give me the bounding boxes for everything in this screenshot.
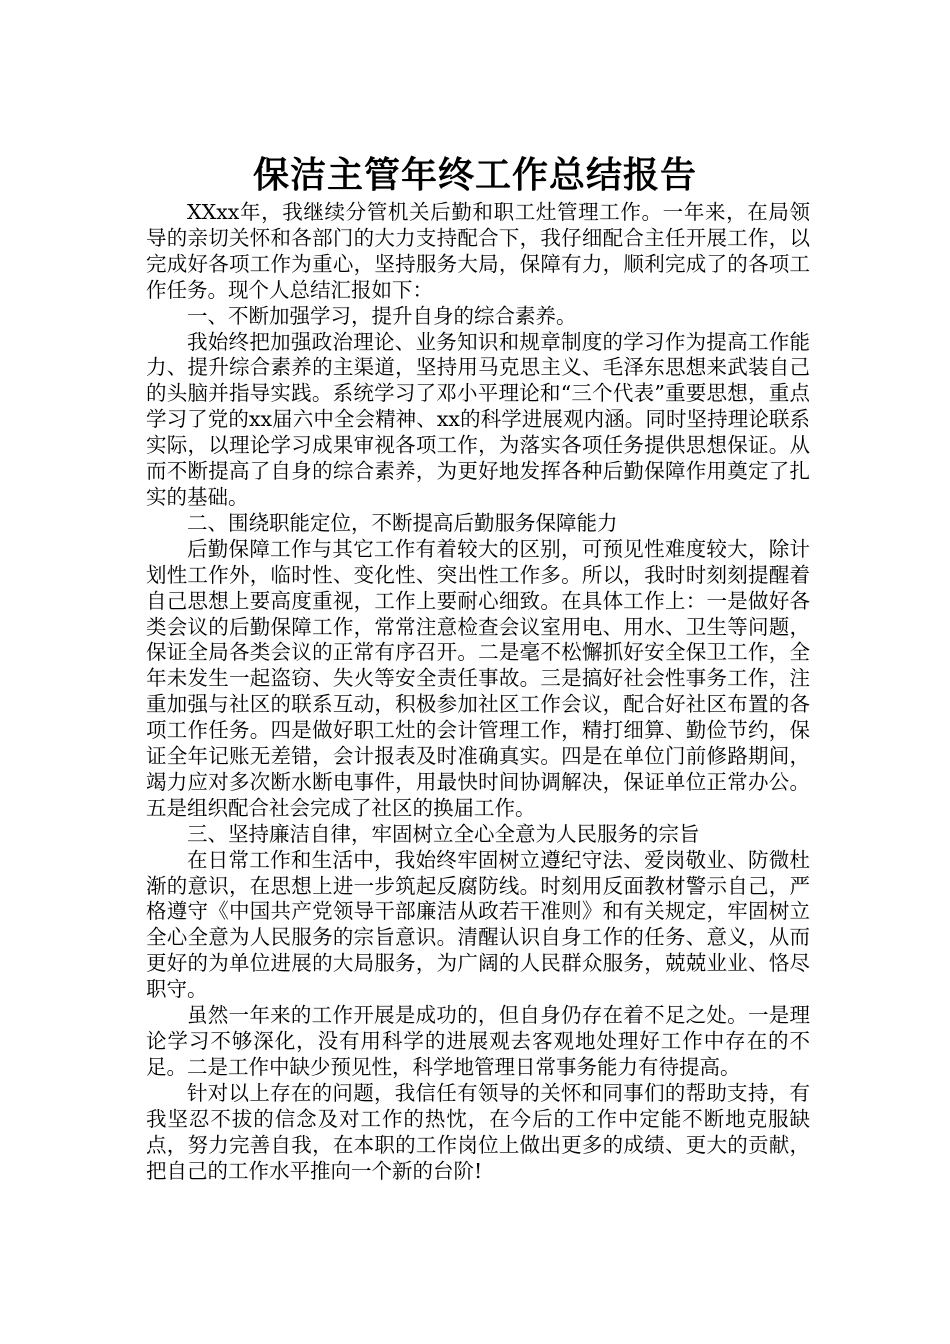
section-heading-2: 二、围绕职能定位，不断提高后勤服务保障能力 <box>187 510 618 535</box>
closing-paragraph: 针对以上存在的问题，我信任有领导的关怀和同事们的帮助支持，有我坚忍不拔的信念及对工作的热忱，在今后的工作中定能不断地克服缺点，努力完善自我，在本职的工作岗位上做出更多的成绩、更大的贡献，把自己的工作水平推向一个新的台阶! <box>146 1080 810 1183</box>
section-heading-3: 三、坚持廉洁自律，牢固树立全心全意为人民服务的宗旨 <box>187 821 700 846</box>
intro-paragraph: XXxx年，我继续分管机关后勤和职工灶管理工作。一年来，在局领导的亲切关怀和各部门的大力支持配合下，我仔细配合主任开展工作，以完成好各项工作为重心，坚持服务大局，保障有力，顺利完成了的各项工作任务。现个人总结汇报如下： <box>146 200 810 302</box>
section-paragraph-1: 我始终把加强政治理论、业务知识和规章制度的学习作为提高工作能力、提升综合素养的主渠道，坚持用马克思主义、毛泽东思想来武装自己的头脑并指导实践。系统学习了邓小平理论和“三个代表”重要思想，重点学习了党的xx届六中全会精神、xx的科学进展观内涵。同时坚持理论联系实际，以理论学习成果审视各项工作，为落实各项任务提供思想保证。从而不断提高了自身的综合素养，为更好地发挥各种后勤保障作用奠定了扎实的基础。 <box>146 329 810 509</box>
section-heading-1: 一、不断加强学习，提升自身的综合素养。 <box>187 303 577 328</box>
shortcomings-paragraph: 虽然一年来的工作开展是成功的，但自身仍存在着不足之处。一是理论学习不够深化，没有用科学的进展观去客观地处理好工作中存在的不足。二是工作中缺少预见性，科学地管理日常事务能力有待提高。 <box>146 1003 810 1079</box>
document-body <box>146 200 810 1184</box>
section-paragraph-3: 在日常工作和生活中，我始终牢固树立遵纪守法、爱岗敬业、防微杜渐的意识，在思想上进一步筑起反腐防线。时刻用反面教材警示自己，严格遵守《中国共产党领导干部廉洁从政若干准则》和有关规定，牢固树立全心全意为人民服务的宗旨意识。清醒认识自身工作的任务、意义，从而更好的为单位进展的大局服务，为广阔的人民群众服务，兢兢业业、恪尽职守。 <box>146 847 810 1002</box>
section-paragraph-2: 后勤保障工作与其它工作有着较大的区别，可预见性难度较大，除计划性工作外，临时性、变化性、突出性工作多。所以，我时时刻刻提醒着自己思想上要高度重视，工作上要耐心细致。在具体工作上：一是做好各类会议的后勤保障工作，常常注意检查会议室用电、用水、卫生等问题，保证全局各类会议的正常有序召开。二是毫不松懈抓好安全保卫工作，全年未发生一起盗窃、失火等安全责任事故。三是搞好社会性事务工作，注重加强与社区的联系互动，积极参加社区工作会议，配合好社区布置的各项工作任务。四是做好职工灶的会计管理工作，精打细算、勤俭节约，保证全年记账无差错，会计报表及时准确真实。四是在单位门前修路期间，竭力应对多次断水断电事件，用最快时间协调解决，保证单位正常办公。五是组织配合社会完成了社区的换届工作。 <box>146 536 810 820</box>
document-title: 保洁主管年终工作总结报告 <box>252 155 697 197</box>
